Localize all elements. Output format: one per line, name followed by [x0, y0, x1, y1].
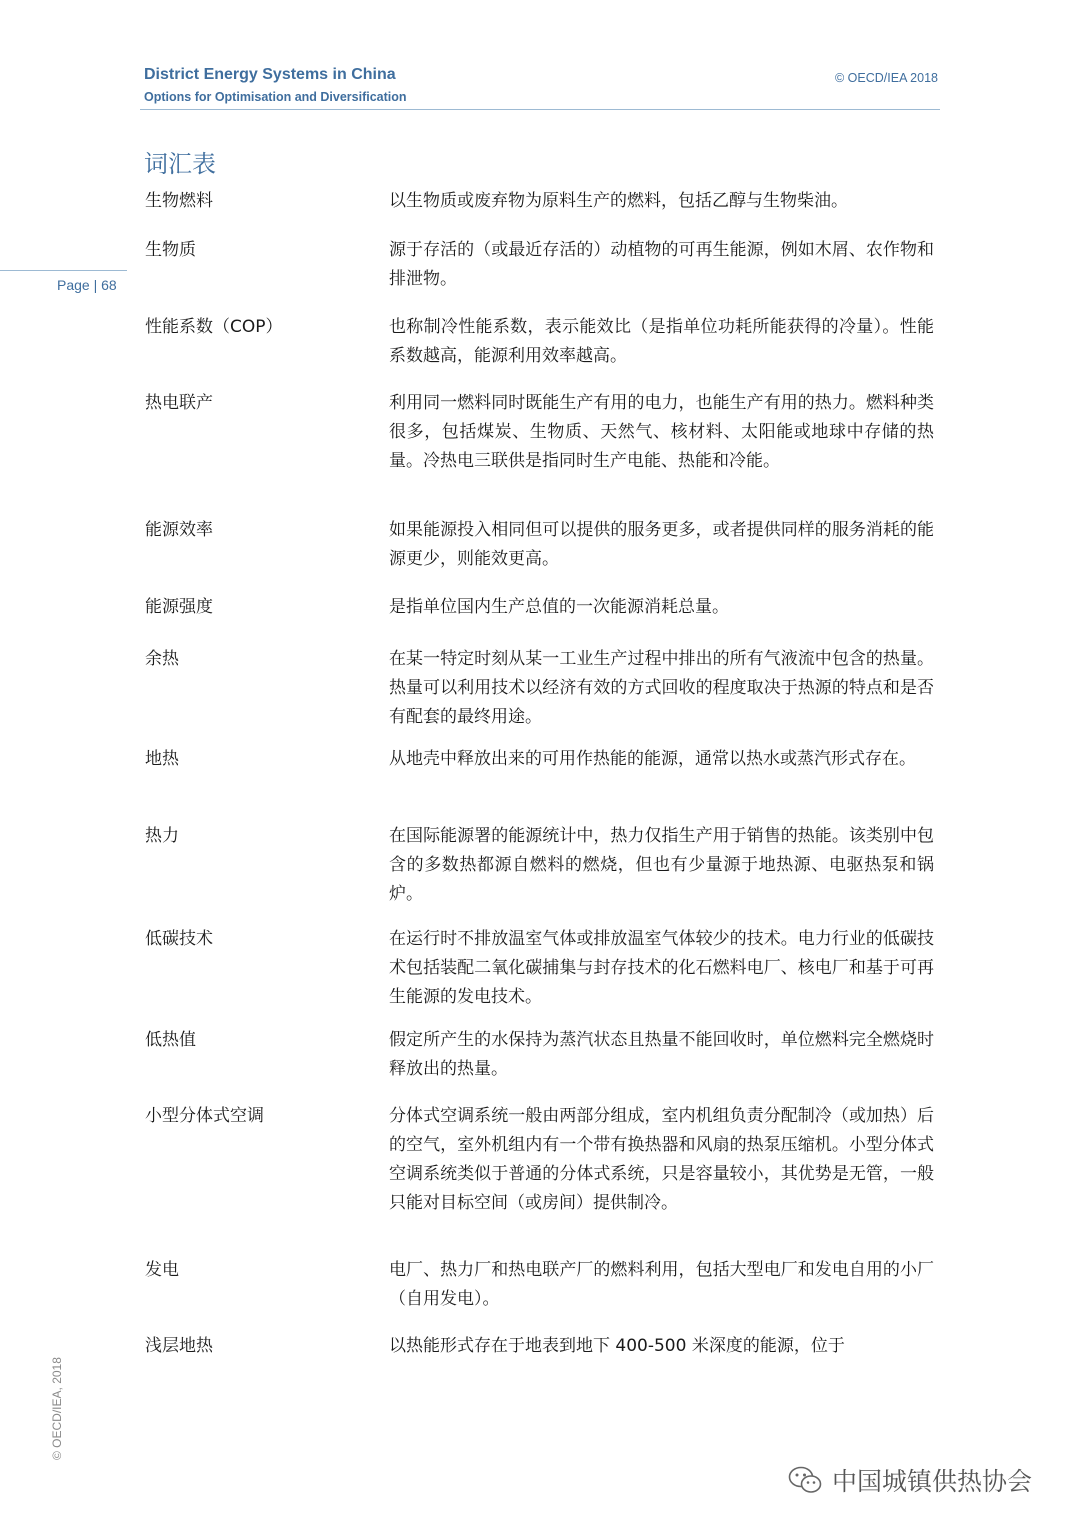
glossary-definition: 是指单位国内生产总值的一次能源消耗总量。: [389, 597, 729, 617]
watermark-text: 中国城镇供热协会: [832, 1467, 1033, 1496]
glossary-definition: 从地壳中释放出来的可用作热能的能源，通常以热水或蒸汽形式存在。: [389, 749, 916, 769]
header-copyright: © OECD/IEA 2018: [834, 71, 938, 85]
glossary-definition: 电厂、热力厂和热电联产厂的燃料利用，包括大型电厂和发电自用的小厂（自用发电）。: [389, 1260, 934, 1309]
glossary-term: 性能系数（COP）: [145, 317, 283, 337]
glossary-term: 生物质: [145, 240, 196, 260]
glossary-definition: 在国际能源署的能源统计中，热力仅指生产用于销售的热能。该类别中包含的多数热都源自燃料的燃烧，但也有少量源于地热源、电驱热泵和锅炉。: [389, 826, 934, 904]
glossary-definition: 假定所产生的水保持为蒸汽状态且热量不能回收时，单位燃料完全燃烧时释放出的热量。: [389, 1030, 934, 1079]
page-number: Page | 68: [57, 277, 117, 293]
wechat-icon: [788, 1466, 822, 1494]
glossary-definition: 源于存活的（或最近存活的）动植物的可再生能源，例如木屑、农作物和排泄物。: [389, 240, 934, 289]
glossary-term: 能源强度: [145, 597, 213, 617]
glossary-term: 浅层地热: [145, 1336, 213, 1356]
glossary-definition: 分体式空调系统一般由两部分组成，室内机组负责分配制冷（或加热）后的空气，室外机组内有一个带有换热器和风扇的热泵压缩机。小型分体式空调系统类似于普通的分体式系统，只是容量较小，其优势是无管，一般只能对目标空间（或房间）提供制冷。: [389, 1106, 934, 1213]
side-copyright: © OECD/IEA, 2018: [50, 1357, 64, 1460]
glossary-term: 发电: [145, 1260, 179, 1280]
glossary-term: 低碳技术: [145, 929, 213, 949]
glossary-definition: 在运行时不排放温室气体或排放温室气体较少的技术。电力行业的低碳技术包括装配二氧化碳捕集与封存技术的化石燃料电厂、核电厂和基于可再生能源的发电技术。: [389, 929, 934, 1007]
glossary-definition: 也称制冷性能系数，表示能效比（是指单位功耗所能获得的冷量）。性能系数越高，能源利用效率越高。: [389, 317, 934, 366]
glossary-definition: 以生物质或废弃物为原料生产的燃料，包括乙醇与生物柴油。: [389, 191, 848, 211]
header-subtitle: Options for Optimisation and Diversification: [144, 90, 407, 104]
watermark: [788, 1462, 1032, 1498]
glossary-term: 热电联产: [145, 393, 213, 413]
header-divider: [140, 109, 940, 110]
glossary-term: 生物燃料: [145, 191, 213, 211]
glossary-term: 能源效率: [145, 520, 213, 540]
glossary-term: 地热: [145, 749, 179, 769]
glossary-definition: 如果能源投入相同但可以提供的服务更多，或者提供同样的服务消耗的能源更少，则能效更高。: [389, 520, 934, 569]
glossary-definition: 在某一特定时刻从某一工业生产过程中排出的所有气液流中包含的热量。热量可以利用技术以经济有效的方式回收的程度取决于热源的特点和是否有配套的最终用途。: [389, 649, 934, 727]
glossary-term: 热力: [145, 826, 179, 846]
glossary-definition: 以热能形式存在于地表到地下 400-500 米深度的能源，位于: [389, 1336, 845, 1356]
glossary-term: 低热值: [145, 1030, 196, 1050]
section-title: 词汇表: [144, 150, 216, 178]
glossary-term: 小型分体式空调: [145, 1106, 264, 1126]
header-title: District Energy Systems in China: [144, 66, 396, 83]
page-divider: [0, 270, 127, 271]
glossary-definition: 利用同一燃料同时既能生产有用的电力，也能生产有用的热力。燃料种类很多，包括煤炭、生物质、天然气、核材料、太阳能或地球中存储的热量。冷热电三联供是指同时生产电能、热能和冷能。: [389, 393, 934, 471]
glossary-term: 余热: [145, 649, 179, 669]
